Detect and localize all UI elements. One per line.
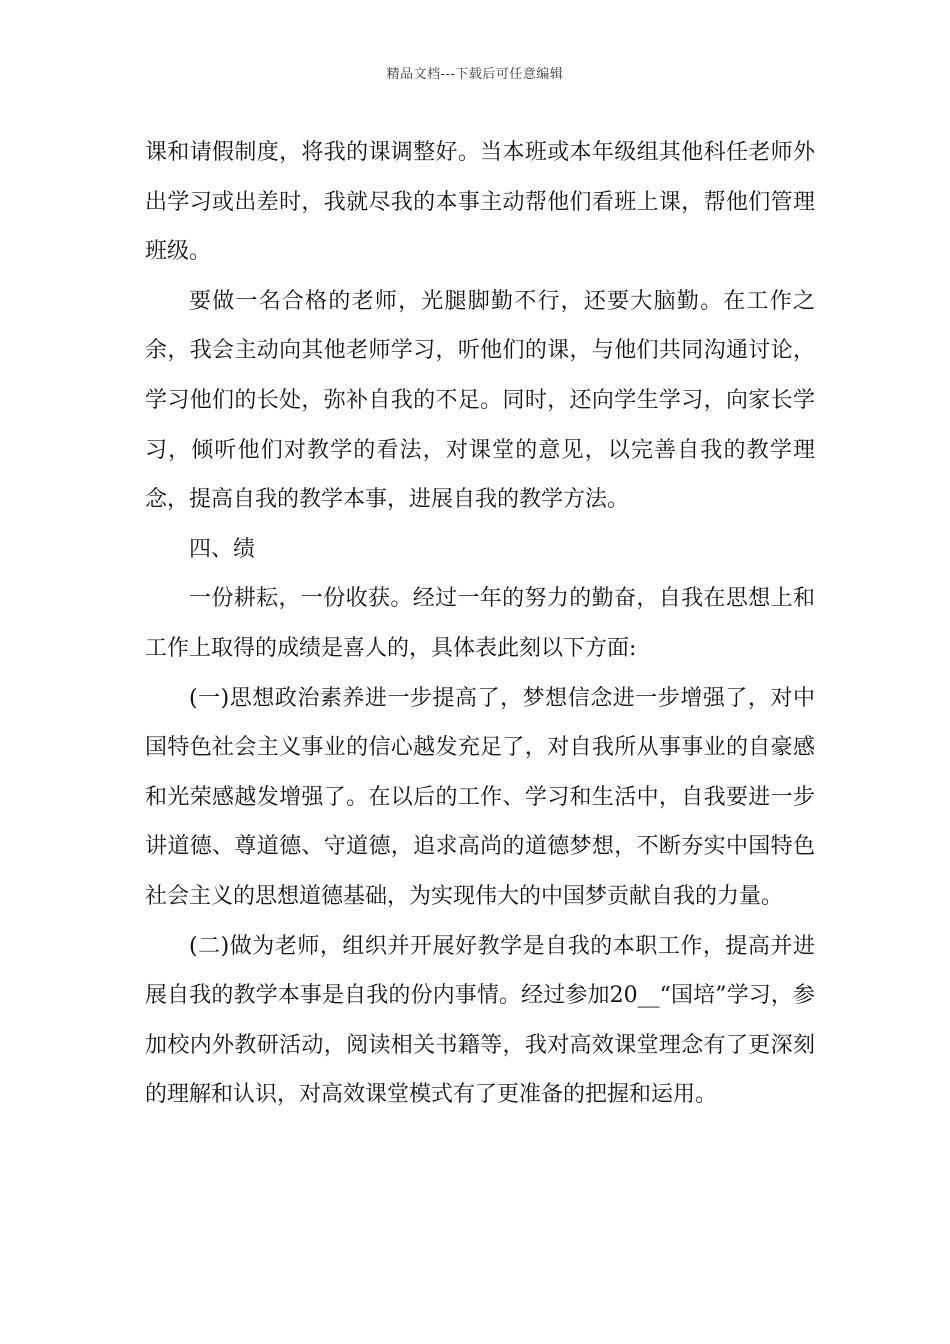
document-body <box>145 128 815 1120</box>
section-heading: 四、绩 <box>189 536 256 562</box>
paragraph-1: 课和请假制度，将我的课调整好。当本班或本年级组其他科任老师外出学习或出差时，我就尽我的本事主动帮他们看班上课，帮他们管理班级。 <box>145 140 815 265</box>
page-header: 精品文档---下载后可任意编辑 <box>386 67 564 82</box>
paragraph-5: (二)做为老师，组织并开展好教学是自我的本职工作，提高并进展自我的教学本事是自我的份内事情。经过参加20__“国培”学习，参加校内外教研活动，阅读相关书籍等，我对高效课堂理念有了更深刻的理解和认识，对高效课堂模式有了更准备的把握和运用。 <box>145 933 815 1108</box>
paragraph-2: 要做一名合格的老师，光腿脚勤不行，还要大脑勤。在工作之余，我会主动向其他老师学习，听他们的课，与他们共同沟通讨论，学习他们的长处，弥补自我的不足。同时，还向学生学习，向家长学习，倾听他们对教学的看法，对课堂的意见，以完善自我的教学理念，提高自我的教学本事，进展自我的教学方法。 <box>145 288 815 513</box>
paragraph-3: 一份耕耘，一份收获。经过一年的努力的勤奋，自我在思想上和工作上取得的成绩是喜人的，具体表此刻以下方面: <box>145 586 815 661</box>
paragraph-4: (一)思想政治素养进一步提高了，梦想信念进一步增强了，对中国特色社会主义事业的信心越发充足了，对自我所从事事业的自豪感和光荣感越发增强了。在以后的工作、学习和生活中，自我要进一步讲道德、尊道德、守道德，追求高尚的道德梦想，不断夯实中国特色社会主义的思想道德基础，为实现伟大的中国梦贡献自我的力量。 <box>145 685 815 909</box>
